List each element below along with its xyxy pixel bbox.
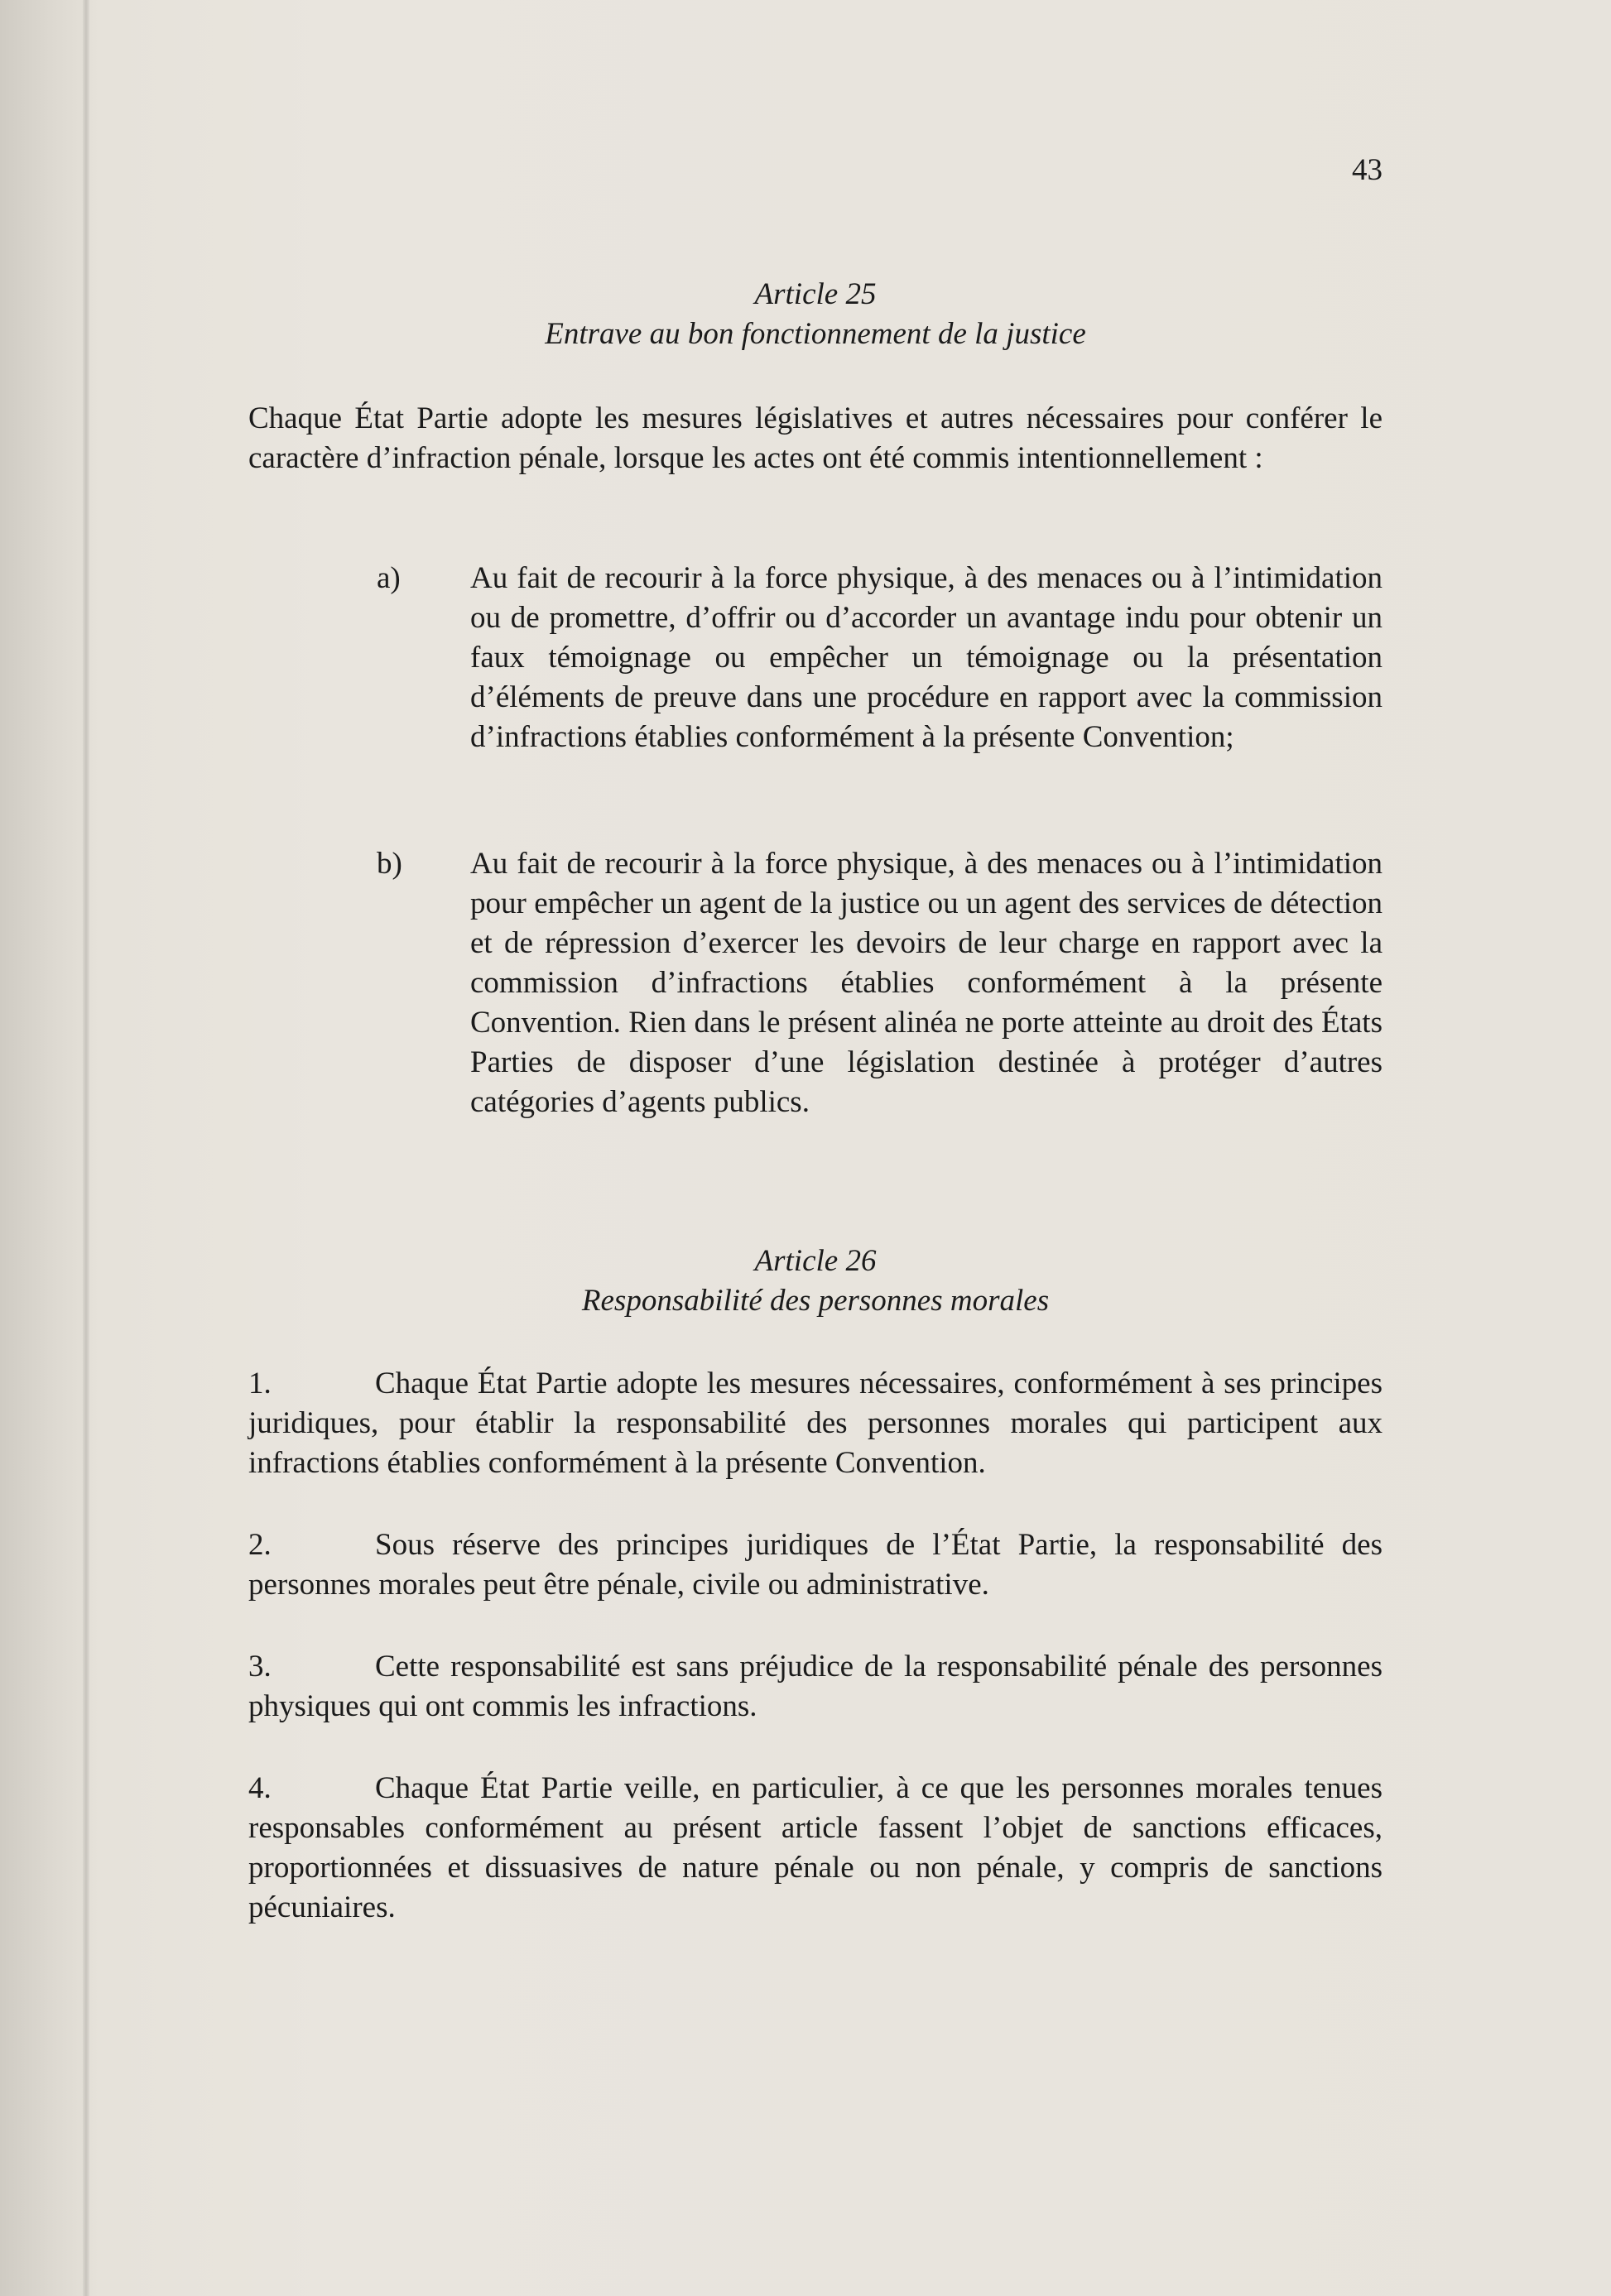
article-25-subtitle: Entrave au bon fonctionnement de la justice (545, 317, 1086, 351)
article-25-intro: Chaque État Partie adopte les mesures législatives et autres nécessaires pour conférer le caractère d’infraction pénale, lorsque les actes ont été commis intentionnellement : (248, 401, 1383, 475)
list-item (248, 559, 1383, 757)
paragraph-text: Sous réserve des principes juridiques de l’État Partie, la responsabilité des personnes morales peut être pénale, civile ou administrative. (248, 1528, 1383, 1602)
list-item-text: Au fait de recourir à la force physique, à des menaces ou à l’intimidation ou de promettre, d’offrir ou d’accorder un avantage indu pour obtenir un faux témoignage ou empêcher un témoignage ou la présentation d’éléments de preuve dans une procédure en rapport avec la commission d’infractions établies conformément à la présente Convention; (470, 561, 1383, 754)
article-25-title: Article 25 (754, 277, 877, 311)
paragraph-text: Chaque État Partie adopte les mesures nécessaires, conformément à ses principes juridiques, pour établir la responsabilité des personnes morales qui participent aux infractions établies conformément à la présente Convention. (248, 1367, 1383, 1480)
article-26-paragraph-2 (248, 1525, 1383, 1605)
paragraph-number: 3. (248, 1650, 272, 1684)
article-25-heading (248, 275, 1383, 354)
paragraph-text: Cette responsabilité est sans préjudice de la responsabilité pénale des personnes physiques qui ont commis les infractions. (248, 1650, 1383, 1723)
binding-gutter (83, 0, 89, 2296)
list-item (248, 844, 1383, 1122)
article-26-paragraph-1 (248, 1364, 1383, 1483)
paragraph-number: 1. (248, 1367, 272, 1400)
article-26-subtitle: Responsabilité des personnes morales (581, 1284, 1050, 1318)
paragraph-number: 2. (248, 1528, 272, 1562)
paragraph-text: Chaque État Partie veille, en particulier, à ce que les personnes morales tenues responsables conformément au présent article fassent l’objet de sanctions efficaces, proportionnées et dissuasives de nature pénale ou non pénale, y compris de sanctions pécuniaires. (248, 1771, 1383, 1924)
article-26-paragraph-3 (248, 1647, 1383, 1727)
article-26-paragraph-4 (248, 1769, 1383, 1928)
list-item-marker: a) (377, 561, 401, 595)
paragraph-number: 4. (248, 1771, 272, 1805)
page-number: 43 (1352, 153, 1383, 187)
list-item-text: Au fait de recourir à la force physique, à des menaces ou à l’intimidation pour empêcher un agent de la justice ou un agent des services de détection et de répression d’exercer les devoirs de leur charge en rapport avec la commission d’infractions établies conformément à la présente Convention. Rien dans le présent alinéa ne porte atteinte au droit des États Parties de disposer d’une législation destinée à protéger d’autres catégories d’agents publics. (470, 847, 1383, 1119)
article-26-title: Article 26 (754, 1244, 877, 1278)
article-26-heading (248, 1242, 1383, 1321)
list-item-marker: b) (377, 847, 402, 881)
